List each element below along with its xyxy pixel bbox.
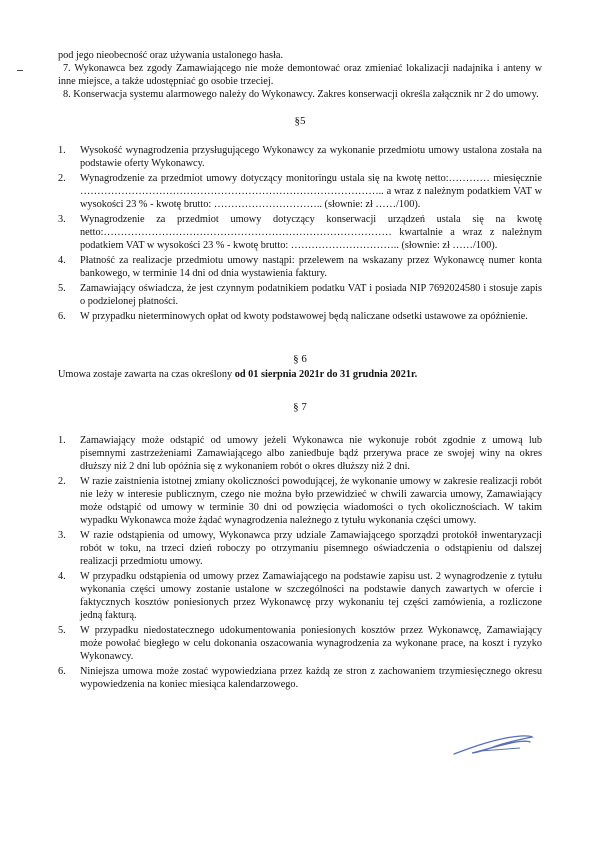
section-6-heading: § 6 xyxy=(293,353,307,365)
section-7-list xyxy=(58,434,542,691)
section-5-list xyxy=(58,144,542,323)
item-text: W przypadku niedostatecznego udokumentowania poniesionych kosztów przez Wykonawcę, Zamawiający może powołać biegłego w celu dokonania oszacowania wynagrodzenia za wykonane prace, na koszt i ryzyko Wykonawcy. xyxy=(80,625,542,662)
item-text: Zamawiający może odstąpić od umowy jeżeli Wykonawca nie wykonuje robót zgodnie z umową lub pisemnymi zastrzeżeniami Zamawiającego albo zaniedbuje bądź przerywa prace ze swojej winy na okres dłuższy niż 2 dni lub opóźnia się z wykonaniem robót o okres dłuższy niż 2 dni. xyxy=(80,435,542,472)
item-text: W przypadku nieterminowych opłat od kwoty podstawowej będą naliczane odsetki ustawowe za opóźnienie. xyxy=(80,311,528,322)
signature-scribble xyxy=(450,726,536,760)
list-item xyxy=(58,172,542,211)
list-item xyxy=(58,665,542,691)
list-item xyxy=(58,310,542,323)
paragraph-7: 7. Wykonawca bez zgody Zamawiającego nie może demontować oraz zmieniać lokalizacji nadajnika i anteny w inne miejsce, a także udostępniać go osobie trzeciej. xyxy=(58,63,542,87)
item-number: 1. xyxy=(58,435,66,446)
item-text: Niniejsza umowa może zostać wypowiedziana przez każdą ze stron z zachowaniem trzymiesięcznego okresu wypowiedzenia na koniec miesiąca kalendarzowego. xyxy=(80,666,542,690)
list-item xyxy=(58,529,542,568)
list-item xyxy=(58,475,542,527)
document-page xyxy=(58,49,542,693)
list-item xyxy=(58,144,542,170)
item-number: 1. xyxy=(58,145,66,156)
item-text: Płatność za realizacje przedmiotu umowy nastąpi: przelewem na wskazany przez Wykonawcę numer konta bankowego, w terminie 14 dni od dnia wystawienia faktury. xyxy=(80,255,542,279)
item-text: Wysokość wynagrodzenia przysługującego Wykonawcy za wykonanie przedmiotu umowy ustalona została na podstawie oferty Wykonawcy. xyxy=(80,145,542,169)
list-item xyxy=(58,213,542,252)
margin-mark xyxy=(17,70,23,71)
item-number: 6. xyxy=(58,311,66,322)
item-number: 2. xyxy=(58,476,66,487)
item-number: 4. xyxy=(58,255,66,266)
list-item xyxy=(58,624,542,663)
item-number: 6. xyxy=(58,666,66,677)
item-number: 4. xyxy=(58,571,66,582)
list-item xyxy=(58,434,542,473)
item-text: W przypadku odstąpienia od umowy przez Zamawiającego na podstawie zapisu ust. 2 wynagrodzenie z tytułu wykonania części umowy zostanie ustalone w szczególności na podstawie danych zawartych w ofercie i faktycznych kosztów poniesionych przez Wykonawcę przy wykonaniu tej części zamówienia, a rozliczone jedną fakturą. xyxy=(80,571,542,621)
list-item xyxy=(58,282,542,308)
item-number: 5. xyxy=(58,283,66,294)
list-item xyxy=(58,570,542,622)
top-line: pod jego nieobecność oraz używania ustalonego hasła. xyxy=(58,50,284,61)
item-number: 5. xyxy=(58,625,66,636)
item-number: 3. xyxy=(58,530,66,541)
paragraph-8: 8. Konserwacja systemu alarmowego należy do Wykonawcy. Zakres konserwacji określa załącznik nr 2 do umowy. xyxy=(63,89,539,100)
section-6-text-plain: Umowa zostaje zawarta na czas określony xyxy=(58,369,235,380)
section-6-text xyxy=(58,368,542,381)
item-text: Zamawiający oświadcza, że jest czynnym podatnikiem podatku VAT i posiada NIP 7692024580 i stosuje zapis o podzielonej płatności. xyxy=(80,283,542,307)
section-5-heading: §5 xyxy=(294,115,306,127)
item-text: W razie odstąpienia od umowy, Wykonawca przy udziale Zamawiającego sporządzi protokół inwentaryzacji robót w toku, na trzeci dzień roboczy po otrzymaniu pisemnego oświadczenia o odstąpieniu od dalszej realizacji przedmiotu umowy. xyxy=(80,530,542,567)
section-6-text-bold: od 01 sierpnia 2021r do 31 grudnia 2021r. xyxy=(234,369,418,380)
section-7-heading: § 7 xyxy=(293,401,307,413)
item-text: W razie zaistnienia istotnej zmiany okoliczności powodującej, że wykonanie umowy w zakresie realizacji robót nie leży w interesie publicznym, czego nie można było przewidzieć w chwili zawarcia umowy, Zamawiający może odstąpić od umowy w terminie 30 dni od powzięcia wiadomości o tych okolicznościach. W takim wypadku Wykonawca może żądać wynagrodzenia należnego z tytułu wykonania części umowy. xyxy=(80,476,542,526)
item-text: Wynagrodzenie za przedmiot umowy dotyczący konserwacji urządzeń ustala się na kwotę netto:………………………………………………………………………… kwartalnie a wraz z należnym podatkiem VAT w wysokości 23 % - kwotę brutto: ………………………….. (słownie: zł ……/100). xyxy=(80,214,542,251)
list-item xyxy=(58,254,542,280)
item-number: 3. xyxy=(58,214,66,225)
item-number: 2. xyxy=(58,173,66,184)
item-text: Wynagrodzenie za przedmiot umowy dotyczący monitoringu ustala się na kwotę netto:………… miesięcznie …………………………………………………………………………….. a wraz z należnym podatkiem VAT w wysokości 23 % - kwotę brutto: ………………………….. (słownie: zł ……/100). xyxy=(80,173,542,210)
